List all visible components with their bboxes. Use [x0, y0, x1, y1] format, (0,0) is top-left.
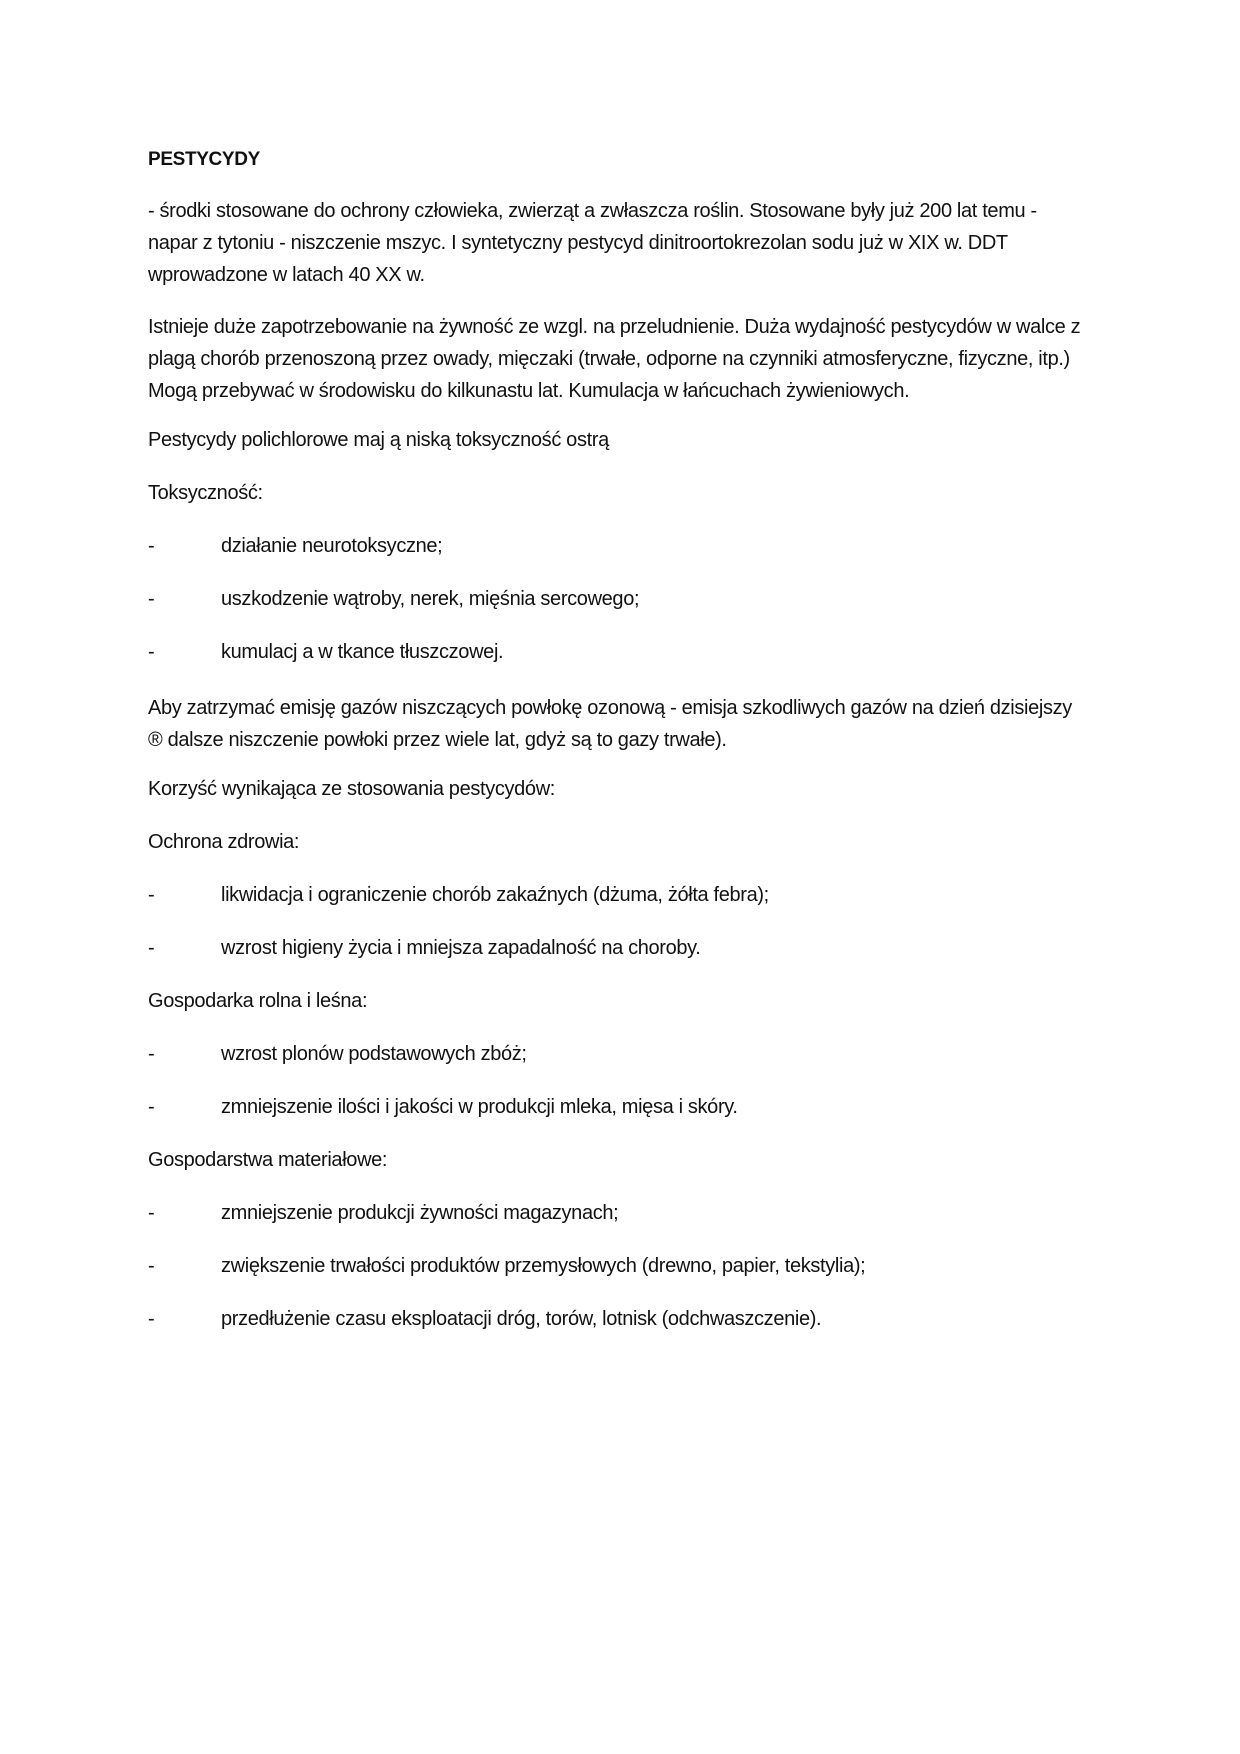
agriculture-list-item [148, 1094, 1088, 1120]
list-item-text: uszkodzenie wątroby, nerek, mięśnia sercowego; [221, 588, 640, 610]
agriculture-list-item [148, 1041, 1088, 1067]
dash-bullet-icon: - [148, 588, 155, 610]
list-item-text: wzrost plonów podstawowych zbóż; [221, 1043, 527, 1065]
materials-heading: Gospodarstwa materiałowe: [148, 1149, 388, 1171]
dash-bullet-icon: - [148, 1255, 155, 1277]
list-item-text: kumulacj a w tkance tłuszczowej. [221, 641, 504, 663]
toxicity-list-item [148, 639, 1088, 665]
document-title: PESTYCYDY [148, 149, 260, 170]
dash-bullet-icon: - [148, 641, 155, 663]
demand-paragraph: Istnieje duże zapotrzebowanie na żywność ze wzgl. na przeludnienie. Duża wydajność pestycydów w walce z plagą chorób przenoszoną przez owady, mięczaki (trwałe, odporne na czynniki atmosferyczne, fizyczne, itp.) Mogą przebywać w środowisku do kilkunastu lat. Kumulacja w łańcuchach żywieniowych. [148, 316, 1081, 402]
materials-list-item [148, 1200, 1088, 1226]
list-item-text: działanie neurotoksyczne; [221, 535, 443, 557]
health-list-item [148, 935, 1088, 961]
list-item-text: przedłużenie czasu eksploatacji dróg, torów, lotnisk (odchwaszczenie). [221, 1308, 822, 1330]
dash-bullet-icon: - [148, 1043, 155, 1065]
materials-list-item [148, 1306, 1088, 1332]
dash-bullet-icon: - [148, 937, 155, 959]
dash-bullet-icon: - [148, 1096, 155, 1118]
toxicity-heading: Toksyczność: [148, 482, 263, 504]
toxicity-list-item [148, 586, 1088, 612]
agriculture-heading: Gospodarka rolna i leśna: [148, 990, 368, 1012]
list-item-text: wzrost higieny życia i mniejsza zapadalność na choroby. [221, 937, 701, 959]
polychlorinated-note: Pestycydy polichlorowe maj ą niską toksyczność ostrą [148, 429, 609, 451]
ozone-paragraph: Aby zatrzymać emisję gazów niszczących powłokę ozonową - emisja szkodliwych gazów na dzień dzisiejszy ® dalsze niszczenie powłoki przez wiele lat, gdyż są to gazy trwałe). [148, 697, 1072, 751]
health-list-item [148, 882, 1088, 908]
dash-bullet-icon: - [148, 1308, 155, 1330]
health-heading: Ochrona zdrowia: [148, 831, 300, 853]
dash-bullet-icon: - [148, 1202, 155, 1224]
benefits-heading: Korzyść wynikająca ze stosowania pestycydów: [148, 778, 556, 800]
document-body [148, 147, 1088, 1359]
dash-bullet-icon: - [148, 884, 155, 906]
materials-list-item [148, 1253, 1088, 1279]
toxicity-list-item [148, 533, 1088, 559]
intro-paragraph: - środki stosowane do ochrony człowieka, zwierząt a zwłaszcza roślin. Stosowane były już 200 lat temu - napar z tytoniu - niszczenie mszyc. I syntetyczny pestycyd dinitroortokrezolan sodu już w XIX w. DDT wprowadzone w latach 40 XX w. [148, 200, 1037, 286]
dash-bullet-icon: - [148, 535, 155, 557]
list-item-text: zwiększenie trwałości produktów przemysłowych (drewno, papier, tekstylia); [221, 1255, 866, 1277]
list-item-text: zmniejszenie ilości i jakości w produkcji mleka, mięsa i skóry. [221, 1096, 738, 1118]
list-item-text: likwidacja i ograniczenie chorób zakaźnych (dżuma, żółta febra); [221, 884, 769, 906]
list-item-text: zmniejszenie produkcji żywności magazynach; [221, 1202, 619, 1224]
